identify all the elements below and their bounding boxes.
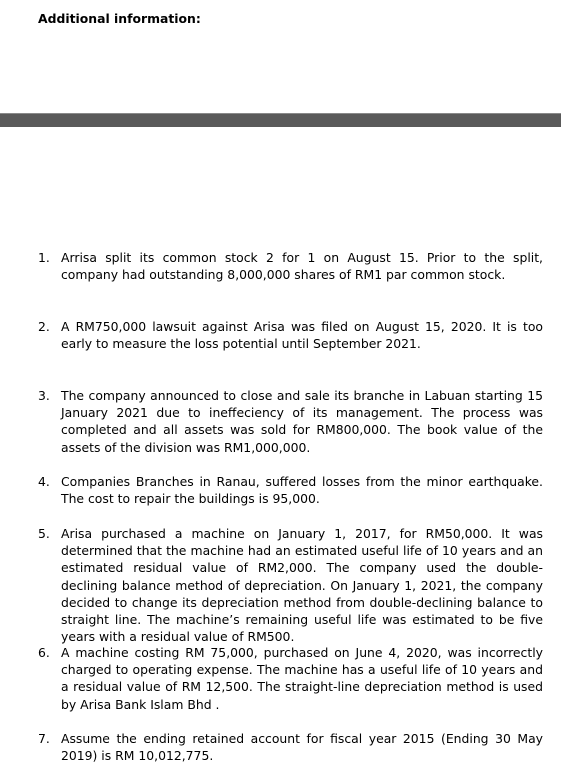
- list-item: [38, 473, 543, 507]
- list-item: [38, 387, 543, 456]
- list-item: [38, 525, 543, 645]
- item-text: Arisa purchased a machine on January 1, 2017, for RM50,000. It was determined that the machine had an estimated useful life of 10 years and an estimated residual value of RM2,000. The company used the double-declining balance method of depreciation. On January 1, 2021, the company decided to change its depreciation method from double-declining balance to straight line. The machine’s remaining useful life was estimated to be five years with a residual value of RM500.: [61, 526, 543, 645]
- item-number: 6.: [38, 645, 50, 660]
- section-heading: Additional information:: [38, 11, 201, 26]
- item-number: 3.: [38, 388, 50, 403]
- list-item: [38, 730, 543, 764]
- item-text: The company announced to close and sale its branche in Labuan starting 15 January 2021 due to ineffeciency of its management. The process was completed and all assets was sold for RM800,000. The book value of the assets of the division was RM1,000,000.: [61, 388, 543, 455]
- list-item: [38, 249, 543, 283]
- item-text: A machine costing RM 75,000, purchased on June 4, 2020, was incorrectly charged to operating expense. The machine has a useful life of 10 years and a residual value of RM 12,500. The straight-line depreciation method is used by Arisa Bank Islam Bhd .: [61, 645, 543, 712]
- item-text: A RM750,000 lawsuit against Arisa was filed on August 15, 2020. It is too early to measure the loss potential until September 2021.: [61, 319, 543, 352]
- list-item: [38, 318, 543, 352]
- item-number: 7.: [38, 731, 50, 746]
- divider-bar: [0, 113, 561, 127]
- item-text: Companies Branches in Ranau, suffered losses from the minor earthquake. The cost to repair the buildings is 95,000.: [61, 474, 543, 507]
- item-number: 2.: [38, 319, 50, 334]
- item-text: Assume the ending retained account for fiscal year 2015 (Ending 30 May 2019) is RM 10,012,775.: [61, 731, 543, 764]
- item-number: 4.: [38, 474, 50, 489]
- item-number: 1.: [38, 250, 50, 265]
- list-item: [38, 644, 543, 713]
- item-text: Arrisa split its common stock 2 for 1 on August 15. Prior to the split, company had outstanding 8,000,000 shares of RM1 par common stock.: [61, 250, 543, 283]
- item-number: 5.: [38, 526, 50, 541]
